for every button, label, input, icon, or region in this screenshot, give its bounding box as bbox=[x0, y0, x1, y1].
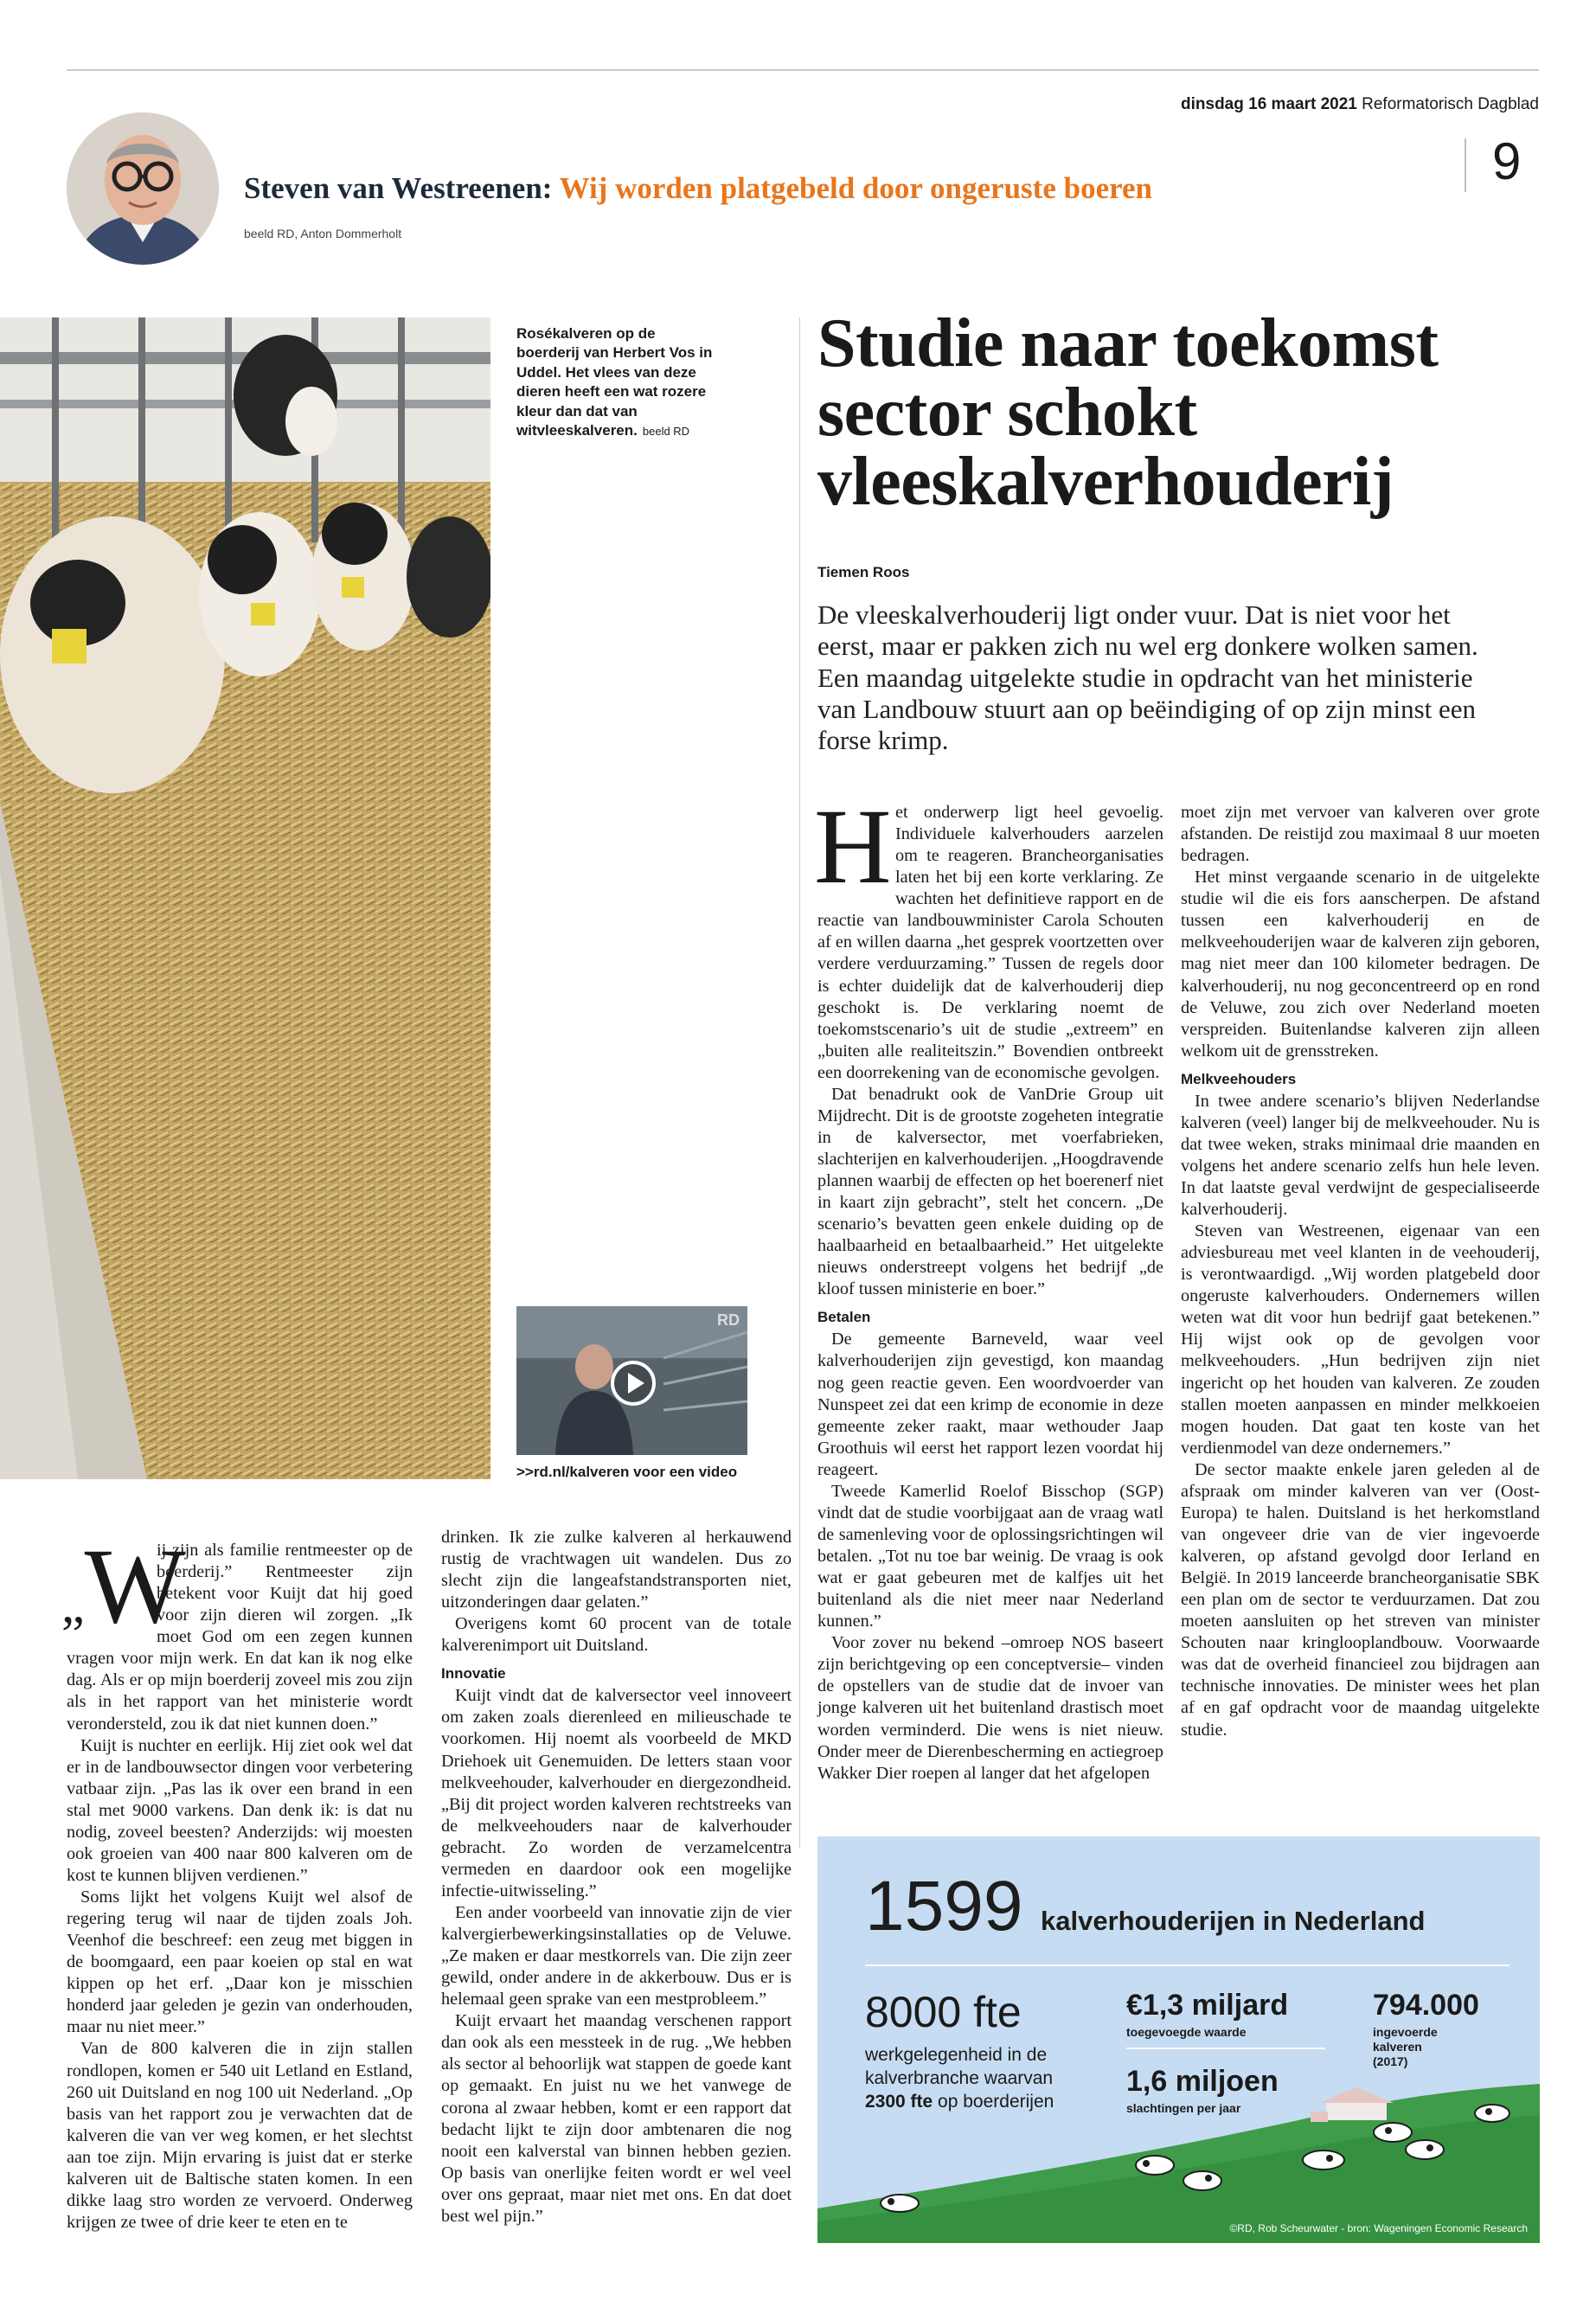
value-added-label: toegevoegde waarde bbox=[1126, 2025, 1247, 2039]
video-thumbnail[interactable] bbox=[516, 1306, 747, 1455]
barn-icon bbox=[1311, 2087, 1394, 2122]
imported-label: ingevoerde kalveren (2017) bbox=[1373, 2025, 1438, 2068]
side-article-column-1: „W ij zijn als familie rentmeester op de boerderij.” Rentmeester zijn betekent voor Kuijt dat hij goed voor zijn dieren wil zorgen. „Ik moet God om een zegen kunnen vragen voor mijn werk. En dat kan ik nog elke dag. Als er op mijn boerderij zoveel mis zou zijn als in het rapport van het ministerie wordt verondersteld, zou ik dat niet kunnen doen.” Kuijt is nuchter en eerlijk. Hij ziet ook wel dat er in de landbouwsector dingen voor verbetering vatbaar zijn. „Pas las ik over een brand in een stal met 9000 varkens. Dan denk ik: is dat nu nodig, zoveel beesten? Anderzijds: wij moesten ook groeien van 400 naar 800 kalveren om de kost te kunnen blijven verdienen.” Soms lijkt het volgens Kuijt wel alsof de regering terug wil naar de tijden zoals Joh. Veenhof die beschreef: een zeug met biggen in de boomgaard, een paar koeien op stal en wat kippen op het erf. „Daar kon je misschien honderd jaar geleden je gezin van onderhouden, maar nu niet meer.” Van de 800 kalveren die in zijn stallen rondlopen, komen er 540 uit Letland en Estland, 260 uit Duitsland en nog 100 uit Nederland. „Op basis van het rapport zou je verwachten dat de kalveren die van ver weg komen, er het slechtst aan toe zijn. Mijn ervaring is juist dat er sterke kalveren uit de Baltische staten komen. In een dikke laag stro worden ze vervoerd. Onderweg krijgen ze twee of drie keer te eten en te bbox=[61, 1527, 413, 2232]
article-column-2: moet zijn met vervoer van kalveren over grote afstanden. De reistijd zou maximaal 8 uur moeten bedragen. Het minst vergaande scenario in de uitgelekte studie wil die eis fors aanscherpen. De afstand tussen een kalverhouderij en de melkveehouderijen waar de kalveren zijn geboren, mag niet meer dan 100 kilometer bedragen. De kalverhouderij, nu nog geconcentreerd op en rond de Veluwe, zou zich over Nederland moeten verspreiden. Buitenlandse kalveren zijn alleen welkom uit de grensstreken. Melkveehouders In twee andere scenario’s blijven Nederlandse kalveren (veel) langer bij de melkveehouder. Nu is dat twee weken, straks minimaal drie maanden en volgens het andere scenario zelfs hun hele leven. In dat laatste geval verdwijnt de gespecialiseerde kalverhouderij. Steven van Westreenen, eigenaar van een adviesbureau met veel klanten in de veehouderij, is verontwaardigd. „Wij worden platgebeld door ongeruste kalverhouders. Ondernemers willen weten wat dit voor hun bedrijf gaat betekenen.” Hij wijst ook op de gevolgen voor melkveehouders. „Hun bedrijven zijn niet ingericht op het houden van kalveren. Ze zouden stallen moeten aanpassen en minder melkkoeien mogen houden. Dat gaat ten koste van het verdienmodel van deze ondernemers.” De sector maakte enkele jaren geleden al de afspraak om minder kalveren van ver (Oost-Europa) te halen. Duitsland is het herkomstland van ongeveer drie van de vier ingevoerde kalveren, op afstand gevolgd door Ierland en België. In 2019 lanceerde brancheorganisatie SBK een plan om de sector te verduurzamen. Dat zou moeten aansluiten op het streven van minister Schouten naar kringlooplandbouw. Voorwaarde was dat de overheid financieel zou bijdragen aan technische innovaties. De minister wees het plan af en gaf opdracht voor de maandag uitgelekte studie. bbox=[1181, 803, 1540, 1740]
photo-caption: Rosékalveren op de boerderij van Herbert Vos in Uddel. Het vlees van deze dieren heeft een wat rozere kleur dan dat van witvleeskalveren. beeld RD bbox=[516, 325, 713, 439]
side-drop-cap: „W bbox=[61, 1527, 186, 1645]
side-article-column-2: drinken. Ik zie zulke kalveren al herkauwend rustig de vrachtwagen uit wandelen. Dus zo slecht zijn die langeafstandstransporten niet, uitzonderingen daar gelaten.” Overigens komt 60 procent van de totale kalverenimport uit Duitsland. Innovatie Kuijt vindt dat de kalversector veel innoveert om zaken zoals dierenleed en milieuschade te voorkomen. Hij noemt als voorbeeld de MKD Driehoek uit Genemuiden. De letters staan voor melkveehouder, kalverhouder en diergezondheid. „Bij dit project worden kalveren rechtstreeks van de melkveehouders naar de kalverhouder gebracht. Zo worden de verzamelcentra vermeden en daardoor ook een mogelijke infectie-uitwisseling.” Een ander voorbeeld van innovatie zijn de vier kalvergierbewerkingsinstallaties op de Veluwe. „Ze maken er daar mestkorrels van. Die zijn zeer gewild, onder andere in de akkerbouw. Dus er is helemaal geen sprake van een mestprobleem.” Kuijt ervaart het maandag verschenen rapport dan ook als een messteek in de rug. „We hebben als sector al behoorlijk wat stappen de goede kant op gemaakt. En juist nu we het vanwege de corona al zwaar hebben, komt er een rapport dat bedacht lijkt te zijn door ambtenaren die nog nooit een kalverstal van binnen hebben gezien. Op basis van onerlijke feiten wordt er wel veel over ons gepraat, maar niet met ons. En dat doet best wel pijn.” bbox=[441, 1528, 792, 2226]
value-added: €1,3 miljard bbox=[1126, 1989, 1289, 2022]
page-number: 9 bbox=[1492, 132, 1522, 190]
slaughter-count: 1,6 miljoen bbox=[1126, 2065, 1279, 2098]
column-divider bbox=[799, 317, 800, 1849]
top-rule bbox=[67, 69, 1539, 71]
infographic-big-number: 1599 bbox=[865, 1867, 1023, 1945]
infographic bbox=[817, 1836, 1540, 2243]
play-icon[interactable] bbox=[610, 1360, 657, 1407]
drop-cap: H bbox=[814, 787, 892, 906]
infographic-credit: ©RD, Rob Scheurwater - bron: Wageningen Economic Research bbox=[1229, 2222, 1528, 2234]
imported-calves: 794.000 bbox=[1373, 1989, 1479, 2022]
infographic-big-label: kalverhouderijen in Nederland bbox=[1041, 1906, 1426, 1936]
subheading-innovatie: Innovatie bbox=[441, 1665, 506, 1682]
kicker-quote bbox=[244, 171, 1152, 206]
article-author: Tiemen Roos bbox=[817, 564, 910, 580]
kicker-name: Steven van Westreenen: bbox=[244, 171, 553, 205]
slaughter-label: slachtingen per jaar bbox=[1126, 2101, 1241, 2115]
calves-photo bbox=[0, 317, 490, 1479]
fte-description: werkgelegenheid in de kalverbranche waarvan 2300 fte op boerderijen bbox=[865, 2045, 1054, 2112]
page-number-divider bbox=[1465, 138, 1466, 192]
article-lead: De vleeskalverhouderij ligt onder vuur. Dat is niet voor het eerst, maar er pakken zich nu wel erg donkere wolken samen. Een maandag uitgelekte studie in opdracht van het ministerie van Landbouw stuurt aan op beëindiging of op zijn minst een forse krimp. bbox=[817, 599, 1478, 756]
subheading-betalen: Betalen bbox=[817, 1309, 871, 1326]
dateline: dinsdag 16 maart 2021 Reformatorisch Dagblad bbox=[1181, 95, 1539, 113]
subheading-melkveehouders: Melkveehouders bbox=[1181, 1070, 1297, 1087]
farm-landscape-illustration bbox=[817, 1836, 1540, 2243]
avatar bbox=[67, 112, 219, 265]
kicker-credit: beeld RD, Anton Dommerholt bbox=[244, 227, 402, 240]
kicker-text: Wij worden platgebeld door ongeruste boeren bbox=[559, 171, 1153, 205]
fte-value: 8000 fte bbox=[865, 1988, 1022, 2036]
article-column-1: Het onderwerp ligt heel gevoelig. Individuele kalverhouders aarzelen om te reageren. Brancheorganisaties laten het bij een korte verklaring. Ze wachten het definitieve rapport en de reactie van landbouwminister Carola Schouten af en willen daarna „het gesprek voortzetten over verdere verduurzaming.” Tussen de regels door is echter duidelijk dat de kalverhouderij diep geschokt is. De verklaring noemt de toekomstscenario’s uit de studie „extreem” en „buiten alle realiteitszin.” Bovendien ontbreekt een doorrekening van de economische gevolgen. Dat benadrukt ook de VanDrie Group uit Mijdrecht. Dit is de grootste zogeheten integratie in de kalversector, met voerfabrieken, slachterijen en kalverhouderijen. „Hoogdravende plannen waarbij de effecten op het boerenerf niet in kaart zijn gebracht”, stelt het concern. „De scenario’s bevatten geen enkele duiding op de haalbaarheid en betaalbaarheid.” Het uitgelekte nieuws onderstreept volgens het bedrijf „de kloof tussen ministerie en boer.” Betalen De gemeente Barneveld, waar veel kalverhouderijen zijn gevestigd, kon maandag nog geen reactie geven. Een woordvoerder van Nunspeet zei dat een krimp de economie in deze gemeente zeker raakt, maar wethouder Jaap Groothuis wil eerst het rapport lezen voordat hij reageert. Tweede Kamerlid Roelof Bisschop (SGP) vindt dat de studie voorbijgaat aan de vraag watl de samenleving voor de oplossingsrichtingen wil betalen. „Tot nu toe bar weinig. De vraag is ook wat er gaat gebeuren met de kalfjes uit het buitenland als die niet meer naar Nederland kunnen.” Voor zover nu bekend –omroep NOS baseert zijn berichtgeving op een conceptversie– vinden de opstellers van de studie dat de invoer van jonge kalveren uit het buitenland drastisch moet worden verminderd. Die wens is niet nieuw. Onder meer de Dierenbescherming en actiegroep Wakker Dier roepen al langer dat het afgelopen bbox=[814, 787, 1163, 1783]
article-headline: Studie naar toekomst sector schokt vleeskalverhouderij bbox=[817, 305, 1439, 520]
video-badge: RD bbox=[717, 1311, 740, 1329]
video-link[interactable]: >>rd.nl/kalveren voor een video bbox=[516, 1464, 738, 1480]
